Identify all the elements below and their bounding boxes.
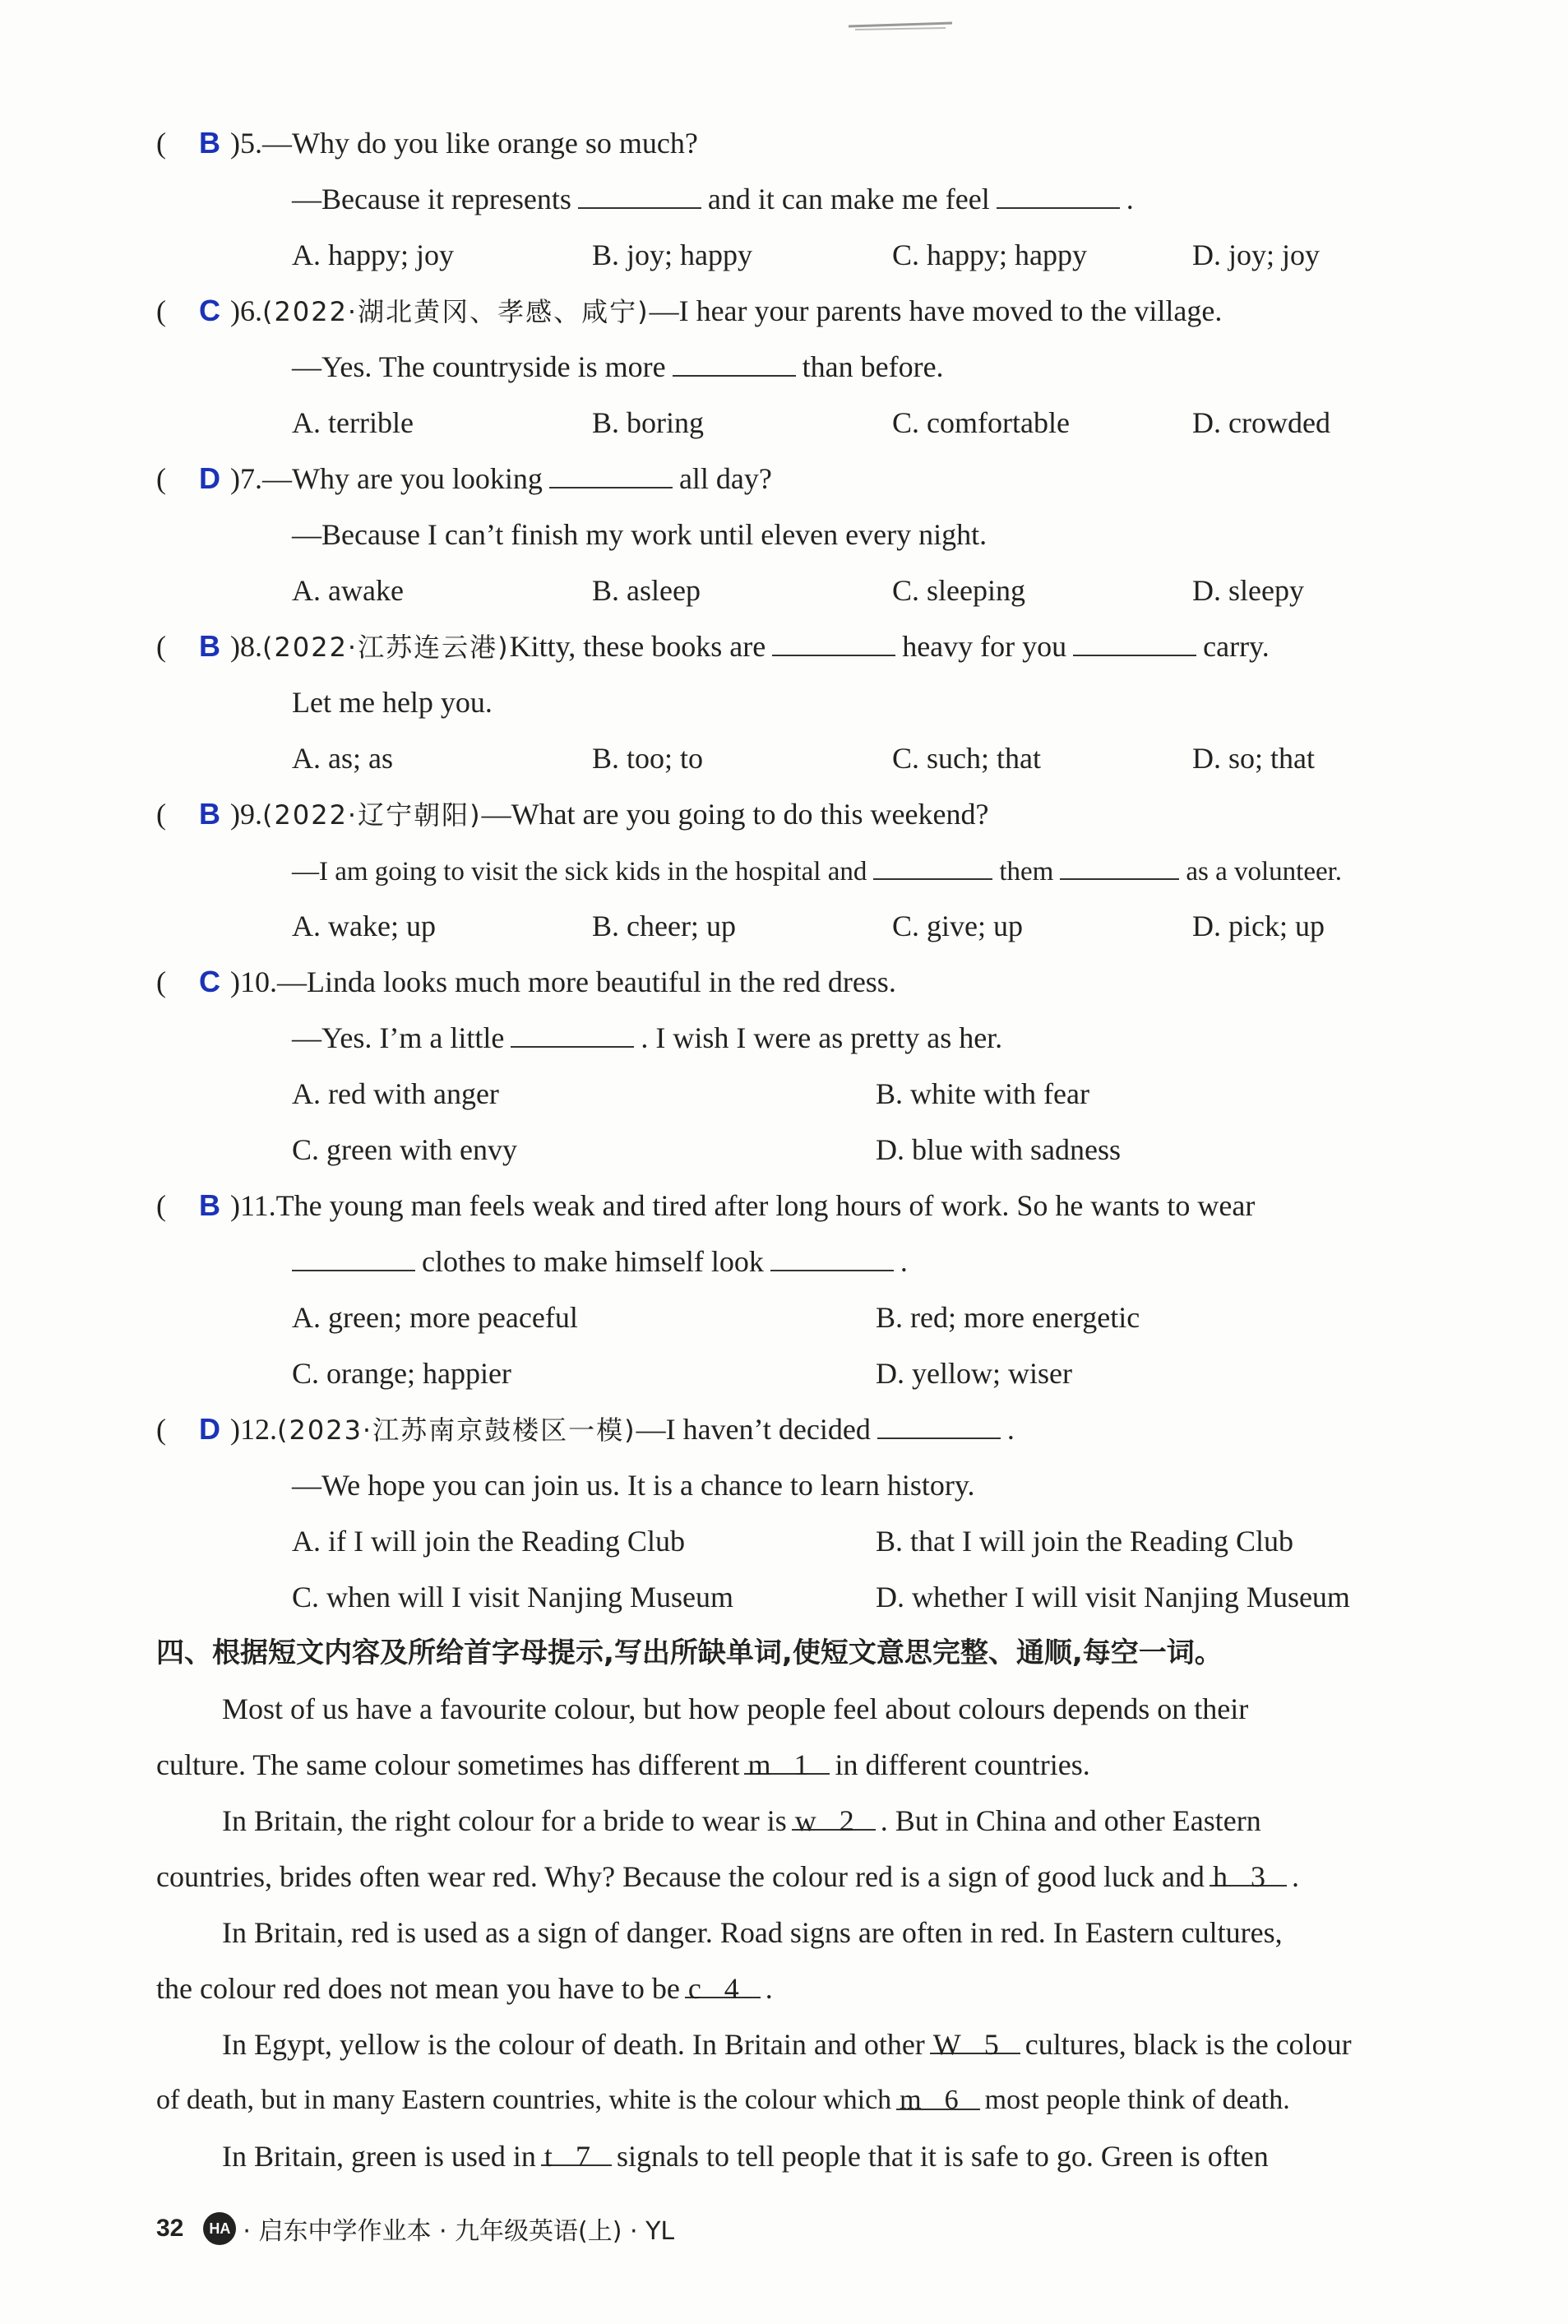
answer: B: [199, 126, 220, 160]
answer: B: [199, 629, 220, 663]
question-8: ( B )8. (2022·江苏连云港) Kitty, these books are heavy for you carry. Let me help you. A. as; as B. too; to C. such; that D. so; that: [156, 618, 1529, 786]
option-a: A. awake: [292, 574, 404, 607]
question-source: (2022·辽宁朝阳): [262, 799, 482, 831]
option-c: C. when will I visit Nanjing Museum: [292, 1581, 733, 1613]
question-stem: —Linda looks much more beautiful in the red dress.: [277, 965, 896, 998]
option-d: D. pick; up: [1192, 910, 1325, 942]
option-a: A. as; as: [292, 742, 393, 775]
answer: B: [199, 1188, 220, 1222]
option-b: B. cheer; up: [592, 910, 736, 942]
option-a: A. green; more peaceful: [292, 1301, 578, 1334]
option-b: B. boring: [592, 406, 705, 439]
answer-blank[interactable]: [511, 1010, 634, 1048]
option-c: C. sleeping: [892, 574, 1025, 607]
answer: D: [199, 461, 220, 495]
answer-blank[interactable]: [770, 1234, 894, 1271]
answer: C: [199, 294, 220, 327]
option-c: C. happy; happy: [892, 238, 1087, 271]
question-stem: Kitty, these books are: [509, 630, 766, 663]
question-source: (2023·江苏南京鼓楼区一模): [277, 1414, 636, 1446]
option-d: D. crowded: [1192, 406, 1330, 439]
answer: D: [199, 1412, 220, 1446]
question-5: ( B )5. —Why do you like orange so much? —Because it represents and it can make me feel . A. happy; joy B. joy; happy C. happy; happy D. joy; joy: [156, 115, 1529, 283]
option-a: A. terrible: [292, 406, 414, 439]
option-c: C. such; that: [892, 742, 1041, 775]
option-b: B. asleep: [592, 574, 701, 607]
answer-blank[interactable]: [772, 618, 895, 656]
cloze-blank-7[interactable]: t 7: [541, 2128, 612, 2166]
answer-blank[interactable]: [673, 339, 796, 377]
question-stem: The young man feels weak and tired after long hours of work. So he wants to wear: [275, 1189, 1256, 1222]
page-number: 32: [156, 2215, 184, 2242]
option-d: D. yellow; wiser: [876, 1357, 1072, 1390]
question-stem: —What are you going to do this weekend?: [481, 798, 989, 831]
scan-mark: [847, 20, 954, 35]
answer-blank[interactable]: [873, 842, 992, 880]
question-10: ( C )10. —Linda looks much more beautiful in the red dress. —Yes. I’m a little . I wish I were as pretty as her. A. red with anger B. white with fear C. green with envy D. blue with sadness: [156, 954, 1529, 1178]
option-b: B. joy; happy: [592, 238, 752, 271]
answer-blank[interactable]: [1060, 842, 1179, 880]
option-c: C. orange; happier: [292, 1357, 511, 1390]
answer-blank[interactable]: [549, 451, 673, 488]
option-b: B. red; more energetic: [876, 1301, 1140, 1334]
question-stem: —Why are you looking: [262, 462, 543, 495]
answer: C: [199, 965, 220, 998]
option-c: C. green with envy: [292, 1133, 517, 1166]
option-a: A. red with anger: [292, 1077, 499, 1110]
question-7: ( D )7. —Why are you looking all day? —Because I can’t finish my work until eleven every night. A. awake B. asleep C. sleeping D. sleepy: [156, 451, 1529, 618]
option-d: D. so; that: [1192, 742, 1315, 775]
question-source: (2022·湖北黄冈、孝感、咸宁): [262, 296, 650, 327]
cloze-blank-1[interactable]: m 1: [744, 1737, 830, 1775]
option-d: D. whether I will visit Nanjing Museum: [876, 1581, 1350, 1613]
question-stem: —Why do you like orange so much?: [262, 127, 698, 160]
option-c: C. comfortable: [892, 406, 1070, 439]
option-b: B. that I will join the Reading Club: [876, 1525, 1293, 1558]
question-6: ( C )6. (2022·湖北黄冈、孝感、咸宁) —I hear your parents have moved to the village. —Yes. The countryside is more than before. A. terrible B. boring C. comfortable D. crowded: [156, 283, 1529, 451]
option-d: D. joy; joy: [1192, 238, 1321, 271]
option-d: D. sleepy: [1192, 574, 1304, 607]
answer-blank[interactable]: [578, 171, 701, 209]
option-a: A. happy; joy: [292, 238, 454, 271]
option-c: C. give; up: [892, 910, 1023, 942]
cloze-blank-4[interactable]: c 4: [685, 1961, 761, 1998]
answer-blank[interactable]: [997, 171, 1120, 209]
answer-blank[interactable]: [292, 1234, 415, 1271]
answer-blank[interactable]: [1073, 618, 1196, 656]
questions-area: [156, 115, 1529, 2184]
page-footer: [156, 2211, 674, 2247]
question-12: ( D )12. (2023·江苏南京鼓楼区一模) —I haven’t decided . —We hope you can join us. It is a chance to learn history. A. if I will join the Reading Club B. that I will join the Reading Club C. when will I visit Nanjing Museum D. whether I will visit Nanjing Museum: [156, 1401, 1529, 1625]
book-title: · 启东中学作业本 · 九年级英语(上) · YL: [243, 2217, 675, 2246]
question-11: ( B )11. The young man feels weak and tired after long hours of work. So he wants to wear clothes to make himself look . A. green; more peaceful B. red; more energetic C. orange; happier D. yellow; wiser: [156, 1178, 1529, 1401]
option-a: A. wake; up: [292, 910, 436, 942]
cloze-blank-3[interactable]: h 3: [1210, 1849, 1287, 1887]
option-d: D. blue with sadness: [876, 1133, 1121, 1166]
option-b: B. white with fear: [876, 1077, 1089, 1110]
cloze-blank-2[interactable]: w 2: [792, 1793, 876, 1831]
question-stem: —I haven’t decided: [636, 1413, 871, 1446]
option-b: B. too; to: [592, 742, 704, 775]
answer-blank[interactable]: [877, 1401, 1001, 1439]
section-title: 四、根据短文内容及所给首字母提示,写出所缺单词,使短文意思完整、通顺,每空一词。: [156, 1637, 1223, 1669]
question-9: ( B )9. (2022·辽宁朝阳) —What are you going to do this weekend? —I am going to visit the sick kids in the hospital and them as a volunteer. A. wake; up B. cheer; up C. give; up D. pick; up: [156, 786, 1529, 954]
answer: B: [199, 797, 220, 831]
cloze-blank-6[interactable]: m 6: [896, 2072, 979, 2110]
question-stem: —I hear your parents have moved to the village.: [649, 294, 1223, 327]
cloze-blank-5[interactable]: W 5: [930, 2016, 1020, 2054]
question-source: (2022·江苏连云港): [262, 632, 510, 663]
option-a: A. if I will join the Reading Club: [292, 1525, 685, 1558]
cloze-passage: Most of us have a favourite colour, but how people feel about colours depends on their culture. The same colour sometimes has different m 1 in different countries. In Britain, the right colour for a bride to wear is w 2 . But in China and other Eastern countries, brides often wear red. Why? Because the colour red is a sign of good luck and h 3 . In Britain, red is used as a sign of danger. Road signs are often in red. In Eastern cultures, the colour red does not mean you have to be c 4 . In Egypt, yellow is the colour of death. In Britain and other W 5 cultures, black is the colour of death, but in many Eastern countries, white is the colour which m 6 most people think of death. In Britain, green is used in t 7 signals to tell people that it is safe to go. Green is often: [156, 1692, 1352, 2173]
publisher-logo: HA: [203, 2212, 236, 2245]
